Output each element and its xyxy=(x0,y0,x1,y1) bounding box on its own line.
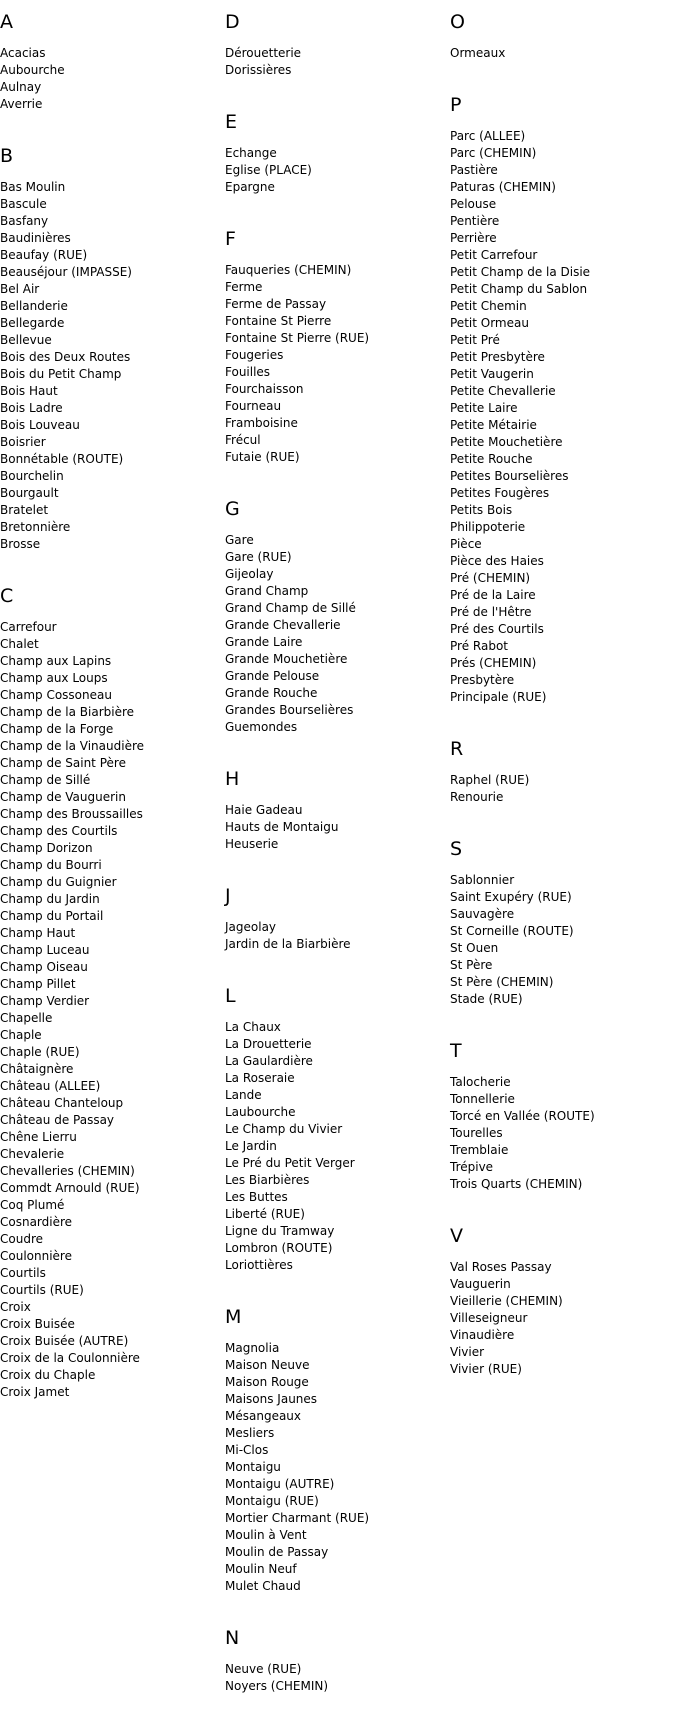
street-name-item: Pré Rabot xyxy=(450,639,508,653)
street-name-item: Echange xyxy=(225,146,277,160)
street-name-item: Grande Chevallerie xyxy=(225,618,341,632)
street-name-item: Champ de la Forge xyxy=(0,722,114,736)
street-name-item: Maison Neuve xyxy=(225,1358,310,1372)
street-name-item: Montaigu xyxy=(225,1460,281,1474)
street-name-item: Mortier Charmant (RUE) xyxy=(225,1511,370,1525)
letter-section-m xyxy=(225,1304,440,1595)
section-letter-heading: A xyxy=(0,11,13,33)
street-name-item: Paturas (CHEMIN) xyxy=(450,180,556,194)
street-name-item: Croix de la Coulonnière xyxy=(0,1351,140,1365)
street-name-item: Sablonnier xyxy=(450,873,515,887)
street-name-item: Noyers (CHEMIN) xyxy=(225,1679,329,1693)
street-name-item: Heuserie xyxy=(225,837,279,851)
street-name-item: Champ de Sillé xyxy=(0,773,91,787)
street-list xyxy=(225,1661,440,1695)
street-name-item: La Drouetterie xyxy=(225,1037,312,1051)
street-name-item: Lombron (ROUTE) xyxy=(225,1241,333,1255)
street-name-item: Petit Chemin xyxy=(450,299,527,313)
street-name-item: Champ aux Loups xyxy=(0,671,108,685)
street-name-item: Champ Verdier xyxy=(0,994,90,1008)
street-name-item: Grand Champ de Sillé xyxy=(225,601,356,615)
street-name-item: Chêne Lierru xyxy=(0,1130,77,1144)
street-name-item: Aubourche xyxy=(0,63,65,77)
street-name-item: Jardin de la Biarbière xyxy=(225,937,351,951)
street-name-item: Champ de Saint Père xyxy=(0,756,126,770)
street-name-item: Raphel (RUE) xyxy=(450,773,530,787)
street-name-item: Croix xyxy=(0,1300,31,1314)
section-letter-heading: J xyxy=(225,885,231,907)
street-name-item: Champ du Guignier xyxy=(0,875,117,889)
street-name-item: Bas Moulin xyxy=(0,180,66,194)
street-name-item: Magnolia xyxy=(225,1341,280,1355)
street-name-item: Epargne xyxy=(225,180,275,194)
street-name-item: Vivier (RUE) xyxy=(450,1362,522,1376)
street-name-item: Jageolay xyxy=(225,920,277,934)
street-name-item: Bascule xyxy=(0,197,47,211)
street-name-item: Champ aux Lapins xyxy=(0,654,112,668)
street-name-item: Bois Haut xyxy=(0,384,58,398)
section-letter-heading: M xyxy=(225,1306,242,1328)
street-name-item: Champ Luceau xyxy=(0,943,90,957)
street-name-item: Averrie xyxy=(0,97,43,111)
street-name-item: Champ des Broussailles xyxy=(0,807,143,821)
street-name-item: Dorissières xyxy=(225,63,292,77)
street-name-item: Bellegarde xyxy=(0,316,65,330)
street-name-item: Croix Buisée xyxy=(0,1317,75,1331)
street-name-item: Champ des Courtils xyxy=(0,824,118,838)
street-name-item: Commdt Arnould (RUE) xyxy=(0,1181,140,1195)
street-name-item: Courtils xyxy=(0,1266,46,1280)
street-name-item: Petites Bourselières xyxy=(450,469,569,483)
section-letter-heading: F xyxy=(225,228,236,250)
street-list xyxy=(225,532,440,736)
street-name-item: Bourgault xyxy=(0,486,59,500)
street-name-item: Bois Louveau xyxy=(0,418,80,432)
street-name-item: Futaie (RUE) xyxy=(225,450,300,464)
street-name-item: Ormeaux xyxy=(450,46,506,60)
street-name-item: Pièce des Haies xyxy=(450,554,544,568)
street-name-item: Parc (ALLEE) xyxy=(450,129,526,143)
street-name-item: La Chaux xyxy=(225,1020,281,1034)
letter-section-r xyxy=(450,736,665,806)
street-name-item: Philippoterie xyxy=(450,520,526,534)
letter-section-h xyxy=(225,766,440,853)
street-list xyxy=(0,179,215,553)
street-name-item: Chevalerie xyxy=(0,1147,65,1161)
street-name-item: Tremblaie xyxy=(450,1143,509,1157)
street-list xyxy=(225,145,440,196)
street-name-item: Cosnardière xyxy=(0,1215,73,1229)
street-name-item: Stade (RUE) xyxy=(450,992,523,1006)
street-name-item: Pré de la Laire xyxy=(450,588,536,602)
street-name-item: Moulin Neuf xyxy=(225,1562,297,1576)
street-name-item: Ferme de Passay xyxy=(225,297,327,311)
street-name-item: Tonnellerie xyxy=(450,1092,515,1106)
section-letter-heading: G xyxy=(225,498,240,520)
letter-section-p xyxy=(450,92,665,706)
section-letter-heading: V xyxy=(450,1225,463,1247)
street-list xyxy=(450,1074,665,1193)
street-name-item: Courtils (RUE) xyxy=(0,1283,84,1297)
letter-section-c xyxy=(0,583,215,1401)
street-name-item: Champ de Vauguerin xyxy=(0,790,126,804)
street-name-item: Bellevue xyxy=(0,333,52,347)
street-index-column-3 xyxy=(450,9,665,1408)
street-name-item: Mulet Chaud xyxy=(225,1579,301,1593)
street-name-item: Les Biarbières xyxy=(225,1173,310,1187)
street-list xyxy=(225,919,440,953)
street-name-item: Beauséjour (IMPASSE) xyxy=(0,265,132,279)
street-name-item: Gare xyxy=(225,533,254,547)
street-name-item: Champ du Jardin xyxy=(0,892,100,906)
street-name-item: Prés (CHEMIN) xyxy=(450,656,537,670)
street-name-item: Pré (CHEMIN) xyxy=(450,571,531,585)
street-name-item: Croix du Chaple xyxy=(0,1368,96,1382)
street-name-item: Talocherie xyxy=(450,1075,511,1089)
letter-section-o xyxy=(450,9,665,62)
street-name-item: Chaple (RUE) xyxy=(0,1045,80,1059)
street-name-item: Val Roses Passay xyxy=(450,1260,552,1274)
section-letter-heading: C xyxy=(0,585,14,607)
street-name-item: Grande Laire xyxy=(225,635,303,649)
street-name-item: Gijeolay xyxy=(225,567,274,581)
letter-section-j xyxy=(225,883,440,953)
street-name-item: Coq Plumé xyxy=(0,1198,65,1212)
street-name-item: Loriottières xyxy=(225,1258,293,1272)
street-name-item: Moulin de Passay xyxy=(225,1545,329,1559)
street-name-item: Perrière xyxy=(450,231,497,245)
street-name-item: Château Chanteloup xyxy=(0,1096,124,1110)
street-name-item: Baudinières xyxy=(0,231,71,245)
street-name-item: La Gaulardière xyxy=(225,1054,313,1068)
street-name-item: Fontaine St Pierre (RUE) xyxy=(225,331,370,345)
street-name-item: Petites Fougères xyxy=(450,486,550,500)
street-name-item: Les Buttes xyxy=(225,1190,288,1204)
street-name-item: Fauqueries (CHEMIN) xyxy=(225,263,352,277)
street-name-item: Saint Exupéry (RUE) xyxy=(450,890,572,904)
street-name-item: Presbytère xyxy=(450,673,515,687)
section-letter-heading: T xyxy=(450,1040,462,1062)
street-list xyxy=(450,128,665,706)
street-name-item: Frécul xyxy=(225,433,261,447)
street-name-item: Fouilles xyxy=(225,365,271,379)
street-name-item: St Père (CHEMIN) xyxy=(450,975,554,989)
street-name-item: Croix Jamet xyxy=(0,1385,70,1399)
street-name-item: Chevalleries (CHEMIN) xyxy=(0,1164,135,1178)
letter-section-s xyxy=(450,836,665,1008)
letter-section-n xyxy=(225,1625,440,1695)
section-letter-heading: E xyxy=(225,111,238,133)
street-name-item: Tourelles xyxy=(450,1126,503,1140)
street-name-item: Bretonnière xyxy=(0,520,71,534)
street-name-item: Petite Laire xyxy=(450,401,518,415)
street-index-column-2 xyxy=(225,9,440,1725)
street-list xyxy=(225,262,440,466)
street-name-item: St Ouen xyxy=(450,941,499,955)
street-name-item: Petite Mouchetière xyxy=(450,435,563,449)
letter-section-g xyxy=(225,496,440,736)
street-name-item: Torcé en Vallée (ROUTE) xyxy=(450,1109,595,1123)
street-name-item: Champ de la Vinaudière xyxy=(0,739,145,753)
street-name-item: Moulin à Vent xyxy=(225,1528,307,1542)
street-name-item: Bois Ladre xyxy=(0,401,63,415)
section-letter-heading: P xyxy=(450,94,462,116)
street-name-item: La Roseraie xyxy=(225,1071,295,1085)
street-name-item: Pastière xyxy=(450,163,498,177)
street-name-item: Pièce xyxy=(450,537,482,551)
section-letter-heading: D xyxy=(225,11,240,33)
street-name-item: Laubourche xyxy=(225,1105,296,1119)
street-name-item: Champ du Bourri xyxy=(0,858,102,872)
letter-section-v xyxy=(450,1223,665,1378)
street-name-item: Chalet xyxy=(0,637,39,651)
street-name-item: Champ Dorizon xyxy=(0,841,93,855)
street-name-item: Fougeries xyxy=(225,348,284,362)
street-name-item: Lande xyxy=(225,1088,262,1102)
street-name-item: St Père xyxy=(450,958,493,972)
street-name-item: Petite Chevallerie xyxy=(450,384,556,398)
street-name-item: Champ Oiseau xyxy=(0,960,88,974)
section-letter-heading: O xyxy=(450,11,465,33)
street-name-item: Fourneau xyxy=(225,399,282,413)
street-name-item: Villeseigneur xyxy=(450,1311,528,1325)
street-name-item: Chaple xyxy=(0,1028,42,1042)
street-name-item: Le Jardin xyxy=(225,1139,277,1153)
street-name-item: Brosse xyxy=(0,537,41,551)
street-name-item: Coudre xyxy=(0,1232,43,1246)
street-name-item: Chapelle xyxy=(0,1011,53,1025)
street-name-item: Châtaignère xyxy=(0,1062,74,1076)
street-name-item: Petit Presbytère xyxy=(450,350,545,364)
street-name-item: Bellanderie xyxy=(0,299,68,313)
section-letter-heading: R xyxy=(450,738,464,760)
street-name-item: Croix Buisée (AUTRE) xyxy=(0,1334,129,1348)
street-name-item: Carrefour xyxy=(0,620,57,634)
letter-section-l xyxy=(225,983,440,1274)
street-name-item: Petite Rouche xyxy=(450,452,533,466)
street-name-item: Parc (CHEMIN) xyxy=(450,146,537,160)
street-name-item: Neuve (RUE) xyxy=(225,1662,302,1676)
street-name-item: Mi-Clos xyxy=(225,1443,269,1457)
street-name-item: Liberté (RUE) xyxy=(225,1207,305,1221)
street-name-item: Petit Ormeau xyxy=(450,316,529,330)
street-name-item: Petits Bois xyxy=(450,503,513,517)
street-name-item: Basfany xyxy=(0,214,49,228)
street-name-item: Sauvagère xyxy=(450,907,515,921)
street-name-item: Le Champ du Vivier xyxy=(225,1122,343,1136)
street-list xyxy=(450,872,665,1008)
street-name-item: Vinaudière xyxy=(450,1328,515,1342)
street-name-item: Trois Quarts (CHEMIN) xyxy=(450,1177,583,1191)
street-list xyxy=(450,1259,665,1378)
street-name-item: Pré des Courtils xyxy=(450,622,544,636)
street-name-item: Eglise (PLACE) xyxy=(225,163,312,177)
section-letter-heading: L xyxy=(225,985,236,1007)
street-name-item: Bonnétable (ROUTE) xyxy=(0,452,124,466)
street-name-item: Bel Air xyxy=(0,282,40,296)
street-list xyxy=(450,45,665,62)
section-letter-heading: H xyxy=(225,768,240,790)
street-name-item: Château de Passay xyxy=(0,1113,115,1127)
street-name-item: Dérouetterie xyxy=(225,46,302,60)
street-name-item: Renourie xyxy=(450,790,504,804)
street-name-item: Acacias xyxy=(0,46,46,60)
street-name-item: Grand Champ xyxy=(225,584,309,598)
letter-section-d xyxy=(225,9,440,79)
street-name-item: Maison Rouge xyxy=(225,1375,309,1389)
street-name-item: Maisons Jaunes xyxy=(225,1392,318,1406)
street-list xyxy=(450,772,665,806)
street-name-item: Fontaine St Pierre xyxy=(225,314,332,328)
street-name-item: Trépive xyxy=(450,1160,494,1174)
street-name-item: Champ Cossoneau xyxy=(0,688,112,702)
street-name-item: Petit Champ de la Disie xyxy=(450,265,591,279)
street-name-item: Château (ALLEE) xyxy=(0,1079,101,1093)
street-name-item: Petit Carrefour xyxy=(450,248,538,262)
street-name-item: Grande Pelouse xyxy=(225,669,320,683)
street-list xyxy=(0,45,215,113)
street-name-item: Vieillerie (CHEMIN) xyxy=(450,1294,563,1308)
street-name-item: Fourchaisson xyxy=(225,382,304,396)
street-name-item: Bratelet xyxy=(0,503,49,517)
street-name-item: Bourchelin xyxy=(0,469,64,483)
street-name-item: Petit Pré xyxy=(450,333,500,347)
street-list xyxy=(225,1340,440,1595)
street-name-item: Mesliers xyxy=(225,1426,275,1440)
street-list xyxy=(225,45,440,79)
street-name-item: Vauguerin xyxy=(450,1277,511,1291)
street-name-item: Montaigu (AUTRE) xyxy=(225,1477,335,1491)
street-name-item: Framboisine xyxy=(225,416,298,430)
street-name-item: Principale (RUE) xyxy=(450,690,547,704)
street-name-item: Champ de la Biarbière xyxy=(0,705,135,719)
street-name-item: Grandes Bourselières xyxy=(225,703,354,717)
street-name-item: Boisrier xyxy=(0,435,46,449)
street-name-item: Montaigu (RUE) xyxy=(225,1494,319,1508)
street-name-item: Ligne du Tramway xyxy=(225,1224,335,1238)
street-name-item: Hauts de Montaigu xyxy=(225,820,339,834)
street-name-item: Champ Pillet xyxy=(0,977,76,991)
street-list xyxy=(0,619,215,1401)
letter-section-a xyxy=(0,9,215,113)
street-list xyxy=(225,1019,440,1274)
street-name-item: Bois des Deux Routes xyxy=(0,350,131,364)
street-name-item: St Corneille (ROUTE) xyxy=(450,924,574,938)
street-name-item: Grande Rouche xyxy=(225,686,318,700)
street-list xyxy=(225,802,440,853)
street-name-item: Haie Gadeau xyxy=(225,803,303,817)
section-letter-heading: N xyxy=(225,1627,240,1649)
section-letter-heading: B xyxy=(0,145,14,167)
letter-section-t xyxy=(450,1038,665,1193)
street-name-item: Mésangeaux xyxy=(225,1409,302,1423)
street-name-item: Pré de l'Hêtre xyxy=(450,605,532,619)
street-index-column-1 xyxy=(0,9,215,1431)
street-name-item: Le Pré du Petit Verger xyxy=(225,1156,355,1170)
street-name-item: Aulnay xyxy=(0,80,42,94)
street-name-item: Champ Haut xyxy=(0,926,76,940)
street-name-item: Champ du Portail xyxy=(0,909,104,923)
street-name-item: Petit Vaugerin xyxy=(450,367,534,381)
street-name-item: Ferme xyxy=(225,280,263,294)
street-name-item: Beaufay (RUE) xyxy=(0,248,88,262)
letter-section-e xyxy=(225,109,440,196)
street-name-item: Petite Métairie xyxy=(450,418,537,432)
street-name-item: Gare (RUE) xyxy=(225,550,292,564)
letter-section-b xyxy=(0,143,215,553)
street-name-item: Coulonnière xyxy=(0,1249,72,1263)
street-name-item: Bois du Petit Champ xyxy=(0,367,122,381)
street-name-item: Grande Mouchetière xyxy=(225,652,348,666)
street-name-item: Petit Champ du Sablon xyxy=(450,282,588,296)
section-letter-heading: S xyxy=(450,838,463,860)
street-name-item: Pentière xyxy=(450,214,500,228)
street-name-item: Pelouse xyxy=(450,197,497,211)
letter-section-f xyxy=(225,226,440,466)
street-name-item: Guemondes xyxy=(225,720,298,734)
street-name-item: Vivier xyxy=(450,1345,485,1359)
